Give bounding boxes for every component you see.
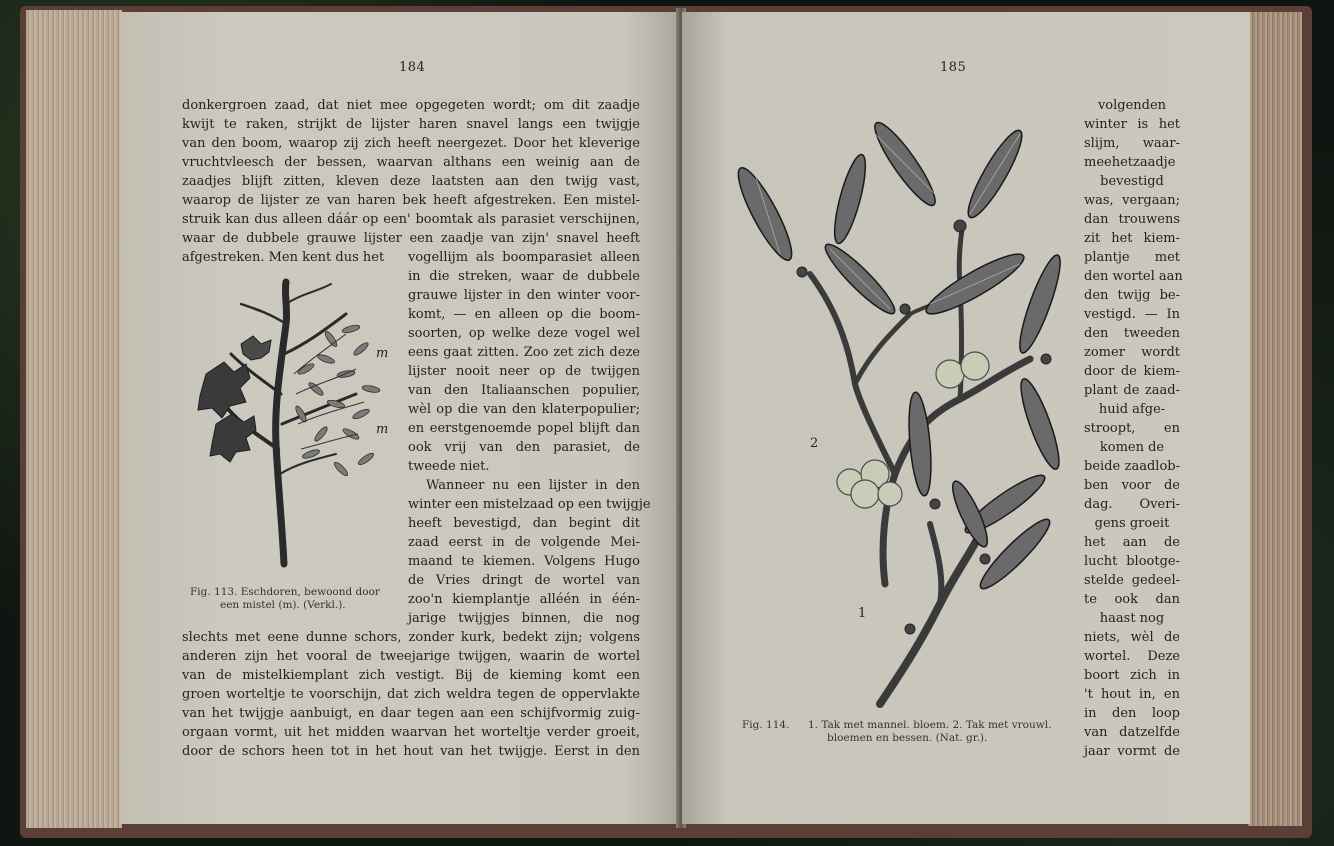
- text-line: soorten, op welke deze vogel wel: [408, 326, 640, 341]
- text-line: jaar vormt de: [1084, 744, 1180, 759]
- text-line: ben voor de: [1084, 478, 1180, 493]
- left-page-edges: [26, 10, 122, 828]
- figure-label-1: 1: [858, 606, 867, 621]
- text-line: zit het kiem-: [1084, 231, 1180, 246]
- figure-caption: Fig. 113. Eschdoren, bewoond door: [190, 586, 380, 598]
- text-line: door de kiem-: [1084, 364, 1180, 379]
- text-line: groen worteltje te voorschijn, dat zich weldra tegen de oppervlakte: [182, 687, 640, 702]
- text-line: in die streken, waar de dubbele: [408, 269, 640, 284]
- text-line: niets, wèl de: [1084, 630, 1180, 645]
- text-line: het aan de: [1084, 535, 1180, 550]
- text-line: huid afge-: [1098, 402, 1166, 417]
- left-page: [120, 12, 680, 824]
- page-number: 184: [399, 60, 426, 75]
- figure-caption: een mistel (m). (Verkl.).: [220, 599, 346, 611]
- text-line: dag. Overi-: [1084, 497, 1180, 512]
- text-line: grauwe lijster in den winter voor-: [408, 288, 640, 303]
- text-line: wortel. Deze: [1084, 649, 1180, 664]
- text-line: donkergroen zaad, dat niet mee opgegeten wordt; om dit zaadje: [182, 98, 640, 113]
- text-line: anderen zijn het vooral de tweejarige twijgen, waarin de wortel: [182, 649, 640, 664]
- text-line: winter een mistelzaad op een twijgje: [408, 497, 651, 512]
- figure-label-m: m: [376, 422, 389, 437]
- text-line: eens gaat zitten. Zoo zet zich deze: [408, 345, 640, 360]
- text-line: was, vergaan;: [1084, 193, 1180, 208]
- text-line: plant de zaad-: [1084, 383, 1180, 398]
- text-line: volgenden: [1097, 98, 1167, 113]
- text-line: lucht blootge-: [1084, 554, 1180, 569]
- figure-caption: bloemen en bessen. (Nat. gr.).: [827, 732, 988, 744]
- text-line: stroopt, en: [1084, 421, 1180, 436]
- text-line: ook vrij van den parasiet, de: [408, 440, 640, 455]
- text-line: den wortel aan: [1084, 269, 1183, 284]
- right-page-edges: [1248, 12, 1302, 826]
- text-line: komt, — en alleen op die boom-: [408, 307, 640, 322]
- text-line: lijster nooit neer op de twijgen: [408, 364, 640, 379]
- text-line: dan trouwens: [1084, 212, 1180, 227]
- text-line: zomer wordt: [1084, 345, 1180, 360]
- text-line: Wanneer nu een lijster in den: [426, 478, 640, 493]
- maple-mistletoe-illustration: [186, 274, 398, 574]
- text-line: den twijg be-: [1084, 288, 1180, 303]
- text-line: jarige twijgjes binnen, die nog: [408, 611, 640, 626]
- text-line: boort zich in: [1084, 668, 1180, 683]
- text-line: slijm, waar-: [1084, 136, 1180, 151]
- text-line: struik kan dus alleen dáár op een' boomtak als parasiet verschijnen,: [182, 212, 640, 227]
- text-line: vruchtvleesch der bessen, waarvan althans een weinig aan de: [182, 155, 640, 170]
- text-line: maand te kiemen. Volgens Hugo: [408, 554, 640, 569]
- text-line: den tweeden: [1084, 326, 1180, 341]
- figure-caption: 1. Tak met mannel. bloem. 2. Tak met vrouwl.: [808, 719, 1052, 731]
- text-line: bevestigd: [1100, 174, 1164, 189]
- text-line: waarop de lijster ze van haren bek heeft afgestreken. Een mistel-: [182, 193, 640, 208]
- page-number: 185: [940, 60, 967, 75]
- text-line: stelde gedeel-: [1084, 573, 1180, 588]
- text-line: tweede niet.: [408, 459, 490, 474]
- text-line: kwijt te raken, strijkt de lijster haren snavel langs een twijgje: [182, 117, 640, 132]
- text-line: zoo'n kiemplantje alléén in één-: [408, 592, 640, 607]
- text-line: slechts met eene dunne schors, zonder kurk, bedekt zijn; volgens: [182, 630, 640, 645]
- text-line: gens groeit: [1094, 516, 1170, 531]
- text-line: winter is het: [1084, 117, 1180, 132]
- text-line: te ook dan: [1084, 592, 1180, 607]
- text-line: van de mistelkiemplant zich vestigt. Bij de kieming komt een: [182, 668, 640, 683]
- text-line: en eerstgenoemde popel blijft dan: [408, 421, 640, 436]
- text-line: 't hout in, en: [1084, 687, 1180, 702]
- text-line: van den Italiaanschen populier,: [408, 383, 640, 398]
- text-line: haast nog: [1099, 611, 1165, 626]
- text-line: vogellijm als boomparasiet alleen: [408, 250, 640, 265]
- mistletoe-branch-illustration: [730, 104, 1090, 714]
- text-line: komen de: [1099, 440, 1165, 455]
- figure-caption-number: Fig. 114.: [742, 719, 790, 731]
- text-line: van den boom, waarop zij zich heeft neergezet. Door het kleverige: [182, 136, 640, 151]
- text-line: de Vries dringt de wortel van: [408, 573, 640, 588]
- text-line: vestigd. — In: [1084, 307, 1180, 322]
- text-line: door de schors heen tot in het hout van het twijgje. Eerst in den: [182, 744, 640, 759]
- text-line: wèl op die van den klaterpopulier;: [408, 402, 640, 417]
- text-line: orgaan vormt, uit het midden waarvan het worteltje verder groeit,: [182, 725, 640, 740]
- right-page: [682, 12, 1250, 824]
- text-line: in den loop: [1084, 706, 1180, 721]
- text-line: plantje met: [1084, 250, 1180, 265]
- text-line: waar de dubbele grauwe lijster een zaadje van zijn' snavel heeft: [182, 231, 640, 246]
- text-line: zaad eerst in de volgende Mei-: [408, 535, 640, 550]
- figure-label-2: 2: [810, 436, 819, 451]
- text-line: van datzelfde: [1084, 725, 1180, 740]
- text-line: zaadjes blijft zitten, kleven deze laatsten aan den twijg vast,: [182, 174, 640, 189]
- text-line: meehetzaadje: [1084, 155, 1176, 170]
- figure-label-m: m: [376, 346, 389, 361]
- text-line: afgestreken. Men kent dus het: [182, 250, 385, 265]
- text-line: van het twijgje aanbuigt, en daar tegen aan een schijfvormig zuig-: [182, 706, 640, 721]
- text-line: heeft bevestigd, dan begint dit: [408, 516, 640, 531]
- text-line: beide zaadlob-: [1084, 459, 1180, 474]
